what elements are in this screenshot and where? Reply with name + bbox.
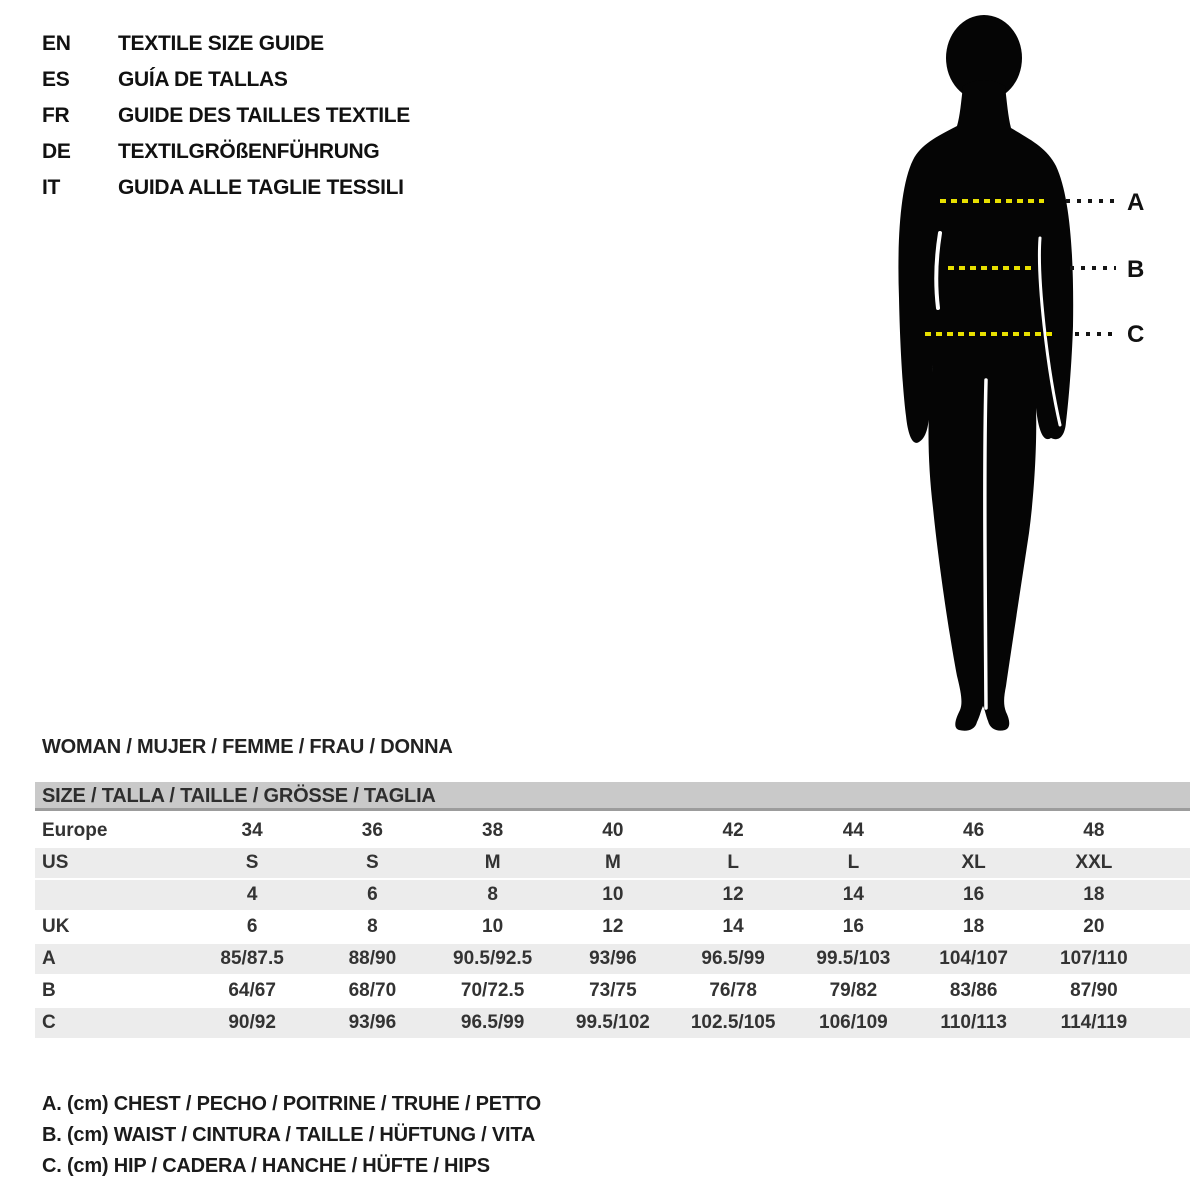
table-cell: 20 (1083, 916, 1105, 937)
table-cell: 38 (482, 820, 504, 841)
guide-title: GUÍA DE TALLAS (118, 68, 288, 91)
language-row (42, 134, 410, 170)
table-cell: L (847, 852, 860, 873)
table-cell: 68/70 (348, 980, 397, 1001)
table-cell: 85/87.5 (220, 948, 284, 969)
table-cell: 73/75 (589, 980, 637, 1001)
table-cell: 99.5/102 (575, 1012, 650, 1033)
table-cell: L (727, 852, 739, 873)
size-table (35, 782, 1190, 1040)
table-row (35, 1008, 1190, 1038)
section-title: WOMAN / MUJER / FEMME / FRAU / DONNA (42, 736, 453, 758)
table-cell: 48 (1083, 820, 1105, 841)
table-row (35, 816, 1190, 846)
table-row (35, 912, 1190, 942)
guide-title: GUIDA ALLE TAGLIE TESSILI (118, 176, 404, 199)
language-code: FR (42, 104, 70, 127)
table-row (35, 848, 1190, 878)
legend-hip: C. (cm) HIP / CADERA / HANCHE / HÜFTE / HIPS (42, 1155, 490, 1177)
guide-title: GUIDE DES TAILLES TEXTILE (118, 104, 410, 127)
table-cell: 16 (842, 916, 864, 937)
guide-title: TEXTILGRÖßENFÜHRUNG (118, 140, 380, 163)
legend-chest: A. (cm) CHEST / PECHO / POITRINE / TRUHE / PETTO (42, 1093, 541, 1115)
table-cell: S (366, 852, 379, 873)
measure-label-c: C (1127, 321, 1145, 348)
table-cell: 8 (367, 916, 378, 937)
table-cell: 90/92 (228, 1012, 276, 1033)
language-code: EN (42, 32, 71, 55)
table-cell: XL (961, 852, 986, 873)
measure-label-a: A (1127, 189, 1145, 216)
legend-waist: B. (cm) WAIST / CINTURA / TAILLE / HÜFTUNG / VITA (42, 1124, 536, 1146)
size-table-header: SIZE / TALLA / TAILLE / GRÖSSE / TAGLIA (35, 782, 1190, 811)
guide-title: TEXTILE SIZE GUIDE (118, 32, 324, 55)
row-label: B (42, 980, 56, 1001)
table-cell: 87/90 (1070, 980, 1118, 1001)
row-label: C (42, 1012, 56, 1033)
table-cell: 18 (1083, 884, 1105, 905)
table-cell: 79/82 (829, 980, 878, 1001)
size-table-rows (35, 816, 1190, 1038)
table-cell: 4 (246, 884, 258, 905)
table-cell: 42 (722, 820, 744, 841)
table-cell: 93/96 (589, 948, 637, 969)
language-code: DE (42, 140, 71, 163)
waist-line-dotted (1070, 266, 1116, 270)
table-cell: 93/96 (348, 1012, 397, 1033)
table-cell: 70/72.5 (460, 980, 525, 1001)
table-cell: XXL (1075, 852, 1113, 873)
table-cell: 107/110 (1060, 948, 1128, 969)
table-cell: M (484, 852, 501, 873)
language-code: IT (42, 176, 61, 199)
waist-line-yellow (948, 266, 1032, 270)
hip-line-yellow (925, 332, 1053, 336)
table-cell: 6 (246, 916, 258, 937)
table-cell: M (604, 852, 621, 873)
table-cell: 88/90 (348, 948, 397, 969)
measurement-legend (42, 1089, 541, 1182)
table-cell: 83/86 (949, 980, 998, 1001)
table-cell: 96.5/99 (701, 948, 765, 969)
language-row (42, 26, 410, 62)
table-cell: 8 (487, 884, 498, 905)
table-cell: 6 (367, 884, 378, 905)
table-row (35, 976, 1190, 1006)
language-row (42, 170, 410, 206)
table-row (35, 944, 1190, 974)
table-cell: 14 (842, 884, 864, 905)
table-cell: 102.5/105 (690, 1012, 776, 1033)
table-cell: S (245, 852, 259, 873)
table-cell: 46 (963, 820, 985, 841)
measure-label-b: B (1127, 256, 1145, 283)
table-cell: 44 (842, 820, 864, 841)
hip-line-dotted (1075, 332, 1119, 336)
table-cell: 76/78 (709, 980, 757, 1001)
table-cell: 106/109 (819, 1012, 888, 1033)
chest-line-yellow (940, 199, 1044, 203)
table-cell: 36 (361, 820, 383, 841)
table-cell: 64/67 (228, 980, 276, 1001)
table-cell: 104/107 (939, 948, 1008, 969)
chest-line-dotted (1066, 199, 1114, 203)
row-label: UK (42, 916, 70, 937)
table-cell: 16 (963, 884, 985, 905)
table-cell: 34 (241, 820, 263, 841)
row-label: Europe (42, 820, 108, 841)
table-cell: 10 (482, 916, 504, 937)
table-cell: 12 (602, 916, 624, 937)
table-cell: 14 (722, 916, 744, 937)
woman-silhouette-figure (853, 8, 1090, 735)
table-row (35, 880, 1190, 910)
language-row (42, 98, 410, 134)
table-cell: 18 (963, 916, 985, 937)
table-cell: 114/119 (1060, 1012, 1128, 1033)
leg-gap (985, 380, 986, 708)
woman-silhouette-svg (853, 8, 1090, 735)
language-row (42, 62, 410, 98)
table-cell: 12 (722, 884, 744, 905)
language-title-list (42, 26, 410, 206)
row-label: A (42, 948, 56, 969)
row-label (35, 880, 192, 910)
row-label: US (42, 852, 69, 873)
table-cell: 96.5/99 (460, 1012, 525, 1033)
table-cell: 110/113 (940, 1012, 1007, 1033)
table-cell: 90.5/92.5 (453, 948, 533, 969)
table-cell: 99.5/103 (816, 948, 891, 969)
language-code: ES (42, 68, 70, 91)
table-cell: 10 (602, 884, 624, 905)
table-cell: 40 (602, 820, 624, 841)
